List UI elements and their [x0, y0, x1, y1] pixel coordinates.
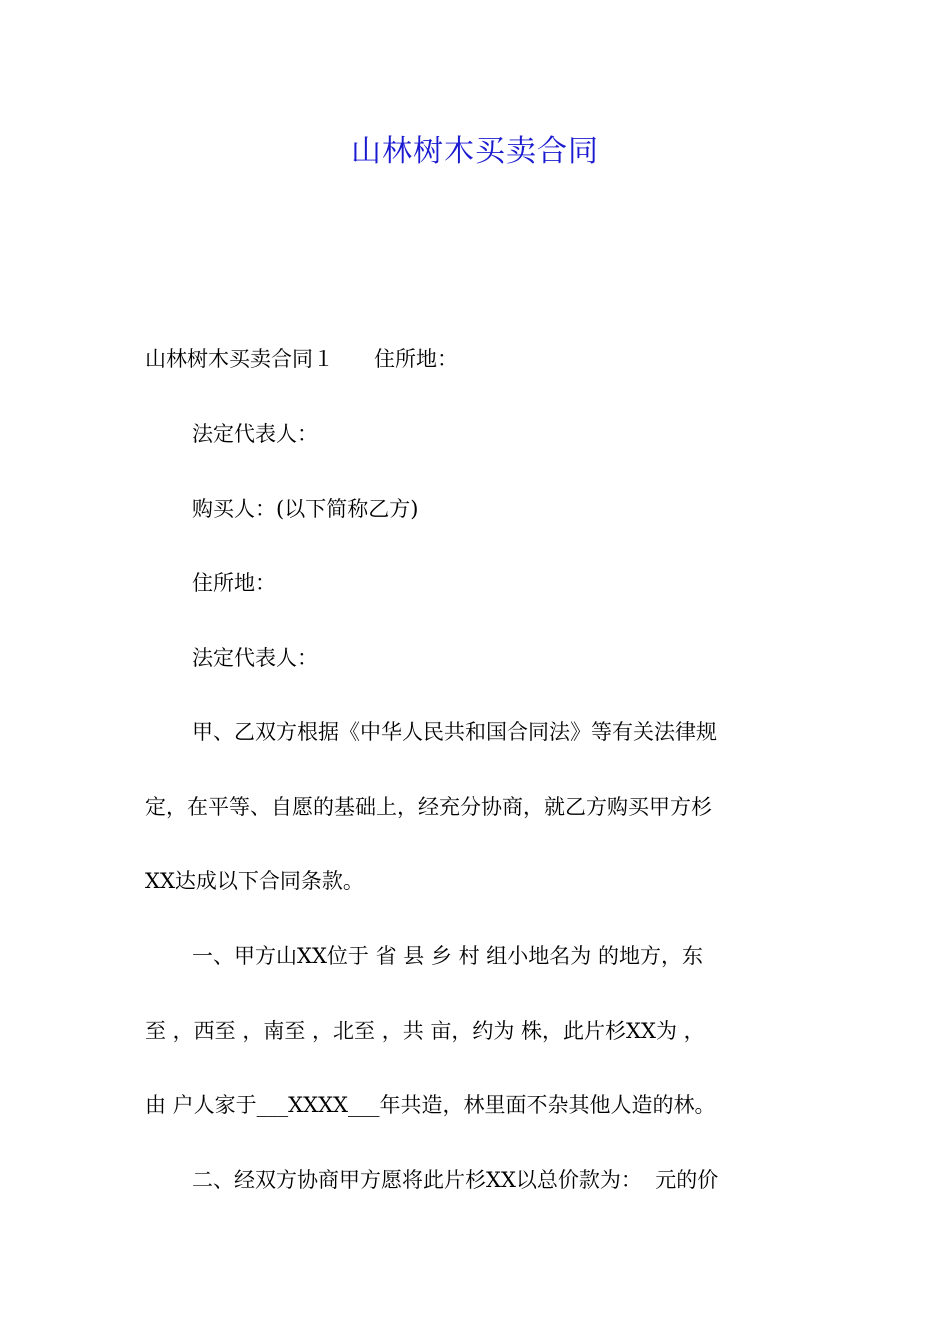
paragraph-line: XX达成以下合同条款。 — [145, 869, 364, 893]
paragraph-line: 法定代表人： — [192, 422, 318, 446]
paragraph-line: 定，在平等、自愿的基础上，经充分协商，就乙方购买甲方杉 — [145, 795, 712, 819]
paragraph-line: 二、经双方协商甲方愿将此片杉XX以总价款为： 元的价 — [192, 1168, 719, 1192]
paragraph-line: 购买人：(以下简称乙方) — [192, 497, 419, 521]
paragraph-line: 法定代表人： — [192, 646, 318, 670]
paragraph-line: 一、甲方山XX位于 省 县 乡 村 组小地名为 的地方，东 — [192, 944, 703, 968]
document-title: 山林树木买卖合同 — [351, 134, 599, 169]
paragraph-line: 甲、乙双方根据《中华人民共和国合同法》等有关法律规 — [192, 720, 717, 744]
paragraph-line: 住所地： — [192, 571, 276, 595]
paragraph-line: 山林树木买卖合同１ 住所地： — [145, 347, 459, 371]
paragraph-line: 至 ，西至 ，南至 ，北至 ，共 亩，约为 株，此片杉XX为 ， — [145, 1019, 705, 1043]
paragraph-line: 由 户人家于___XXXX___年共造，林里面不杂其他人造的林。 — [145, 1093, 716, 1117]
